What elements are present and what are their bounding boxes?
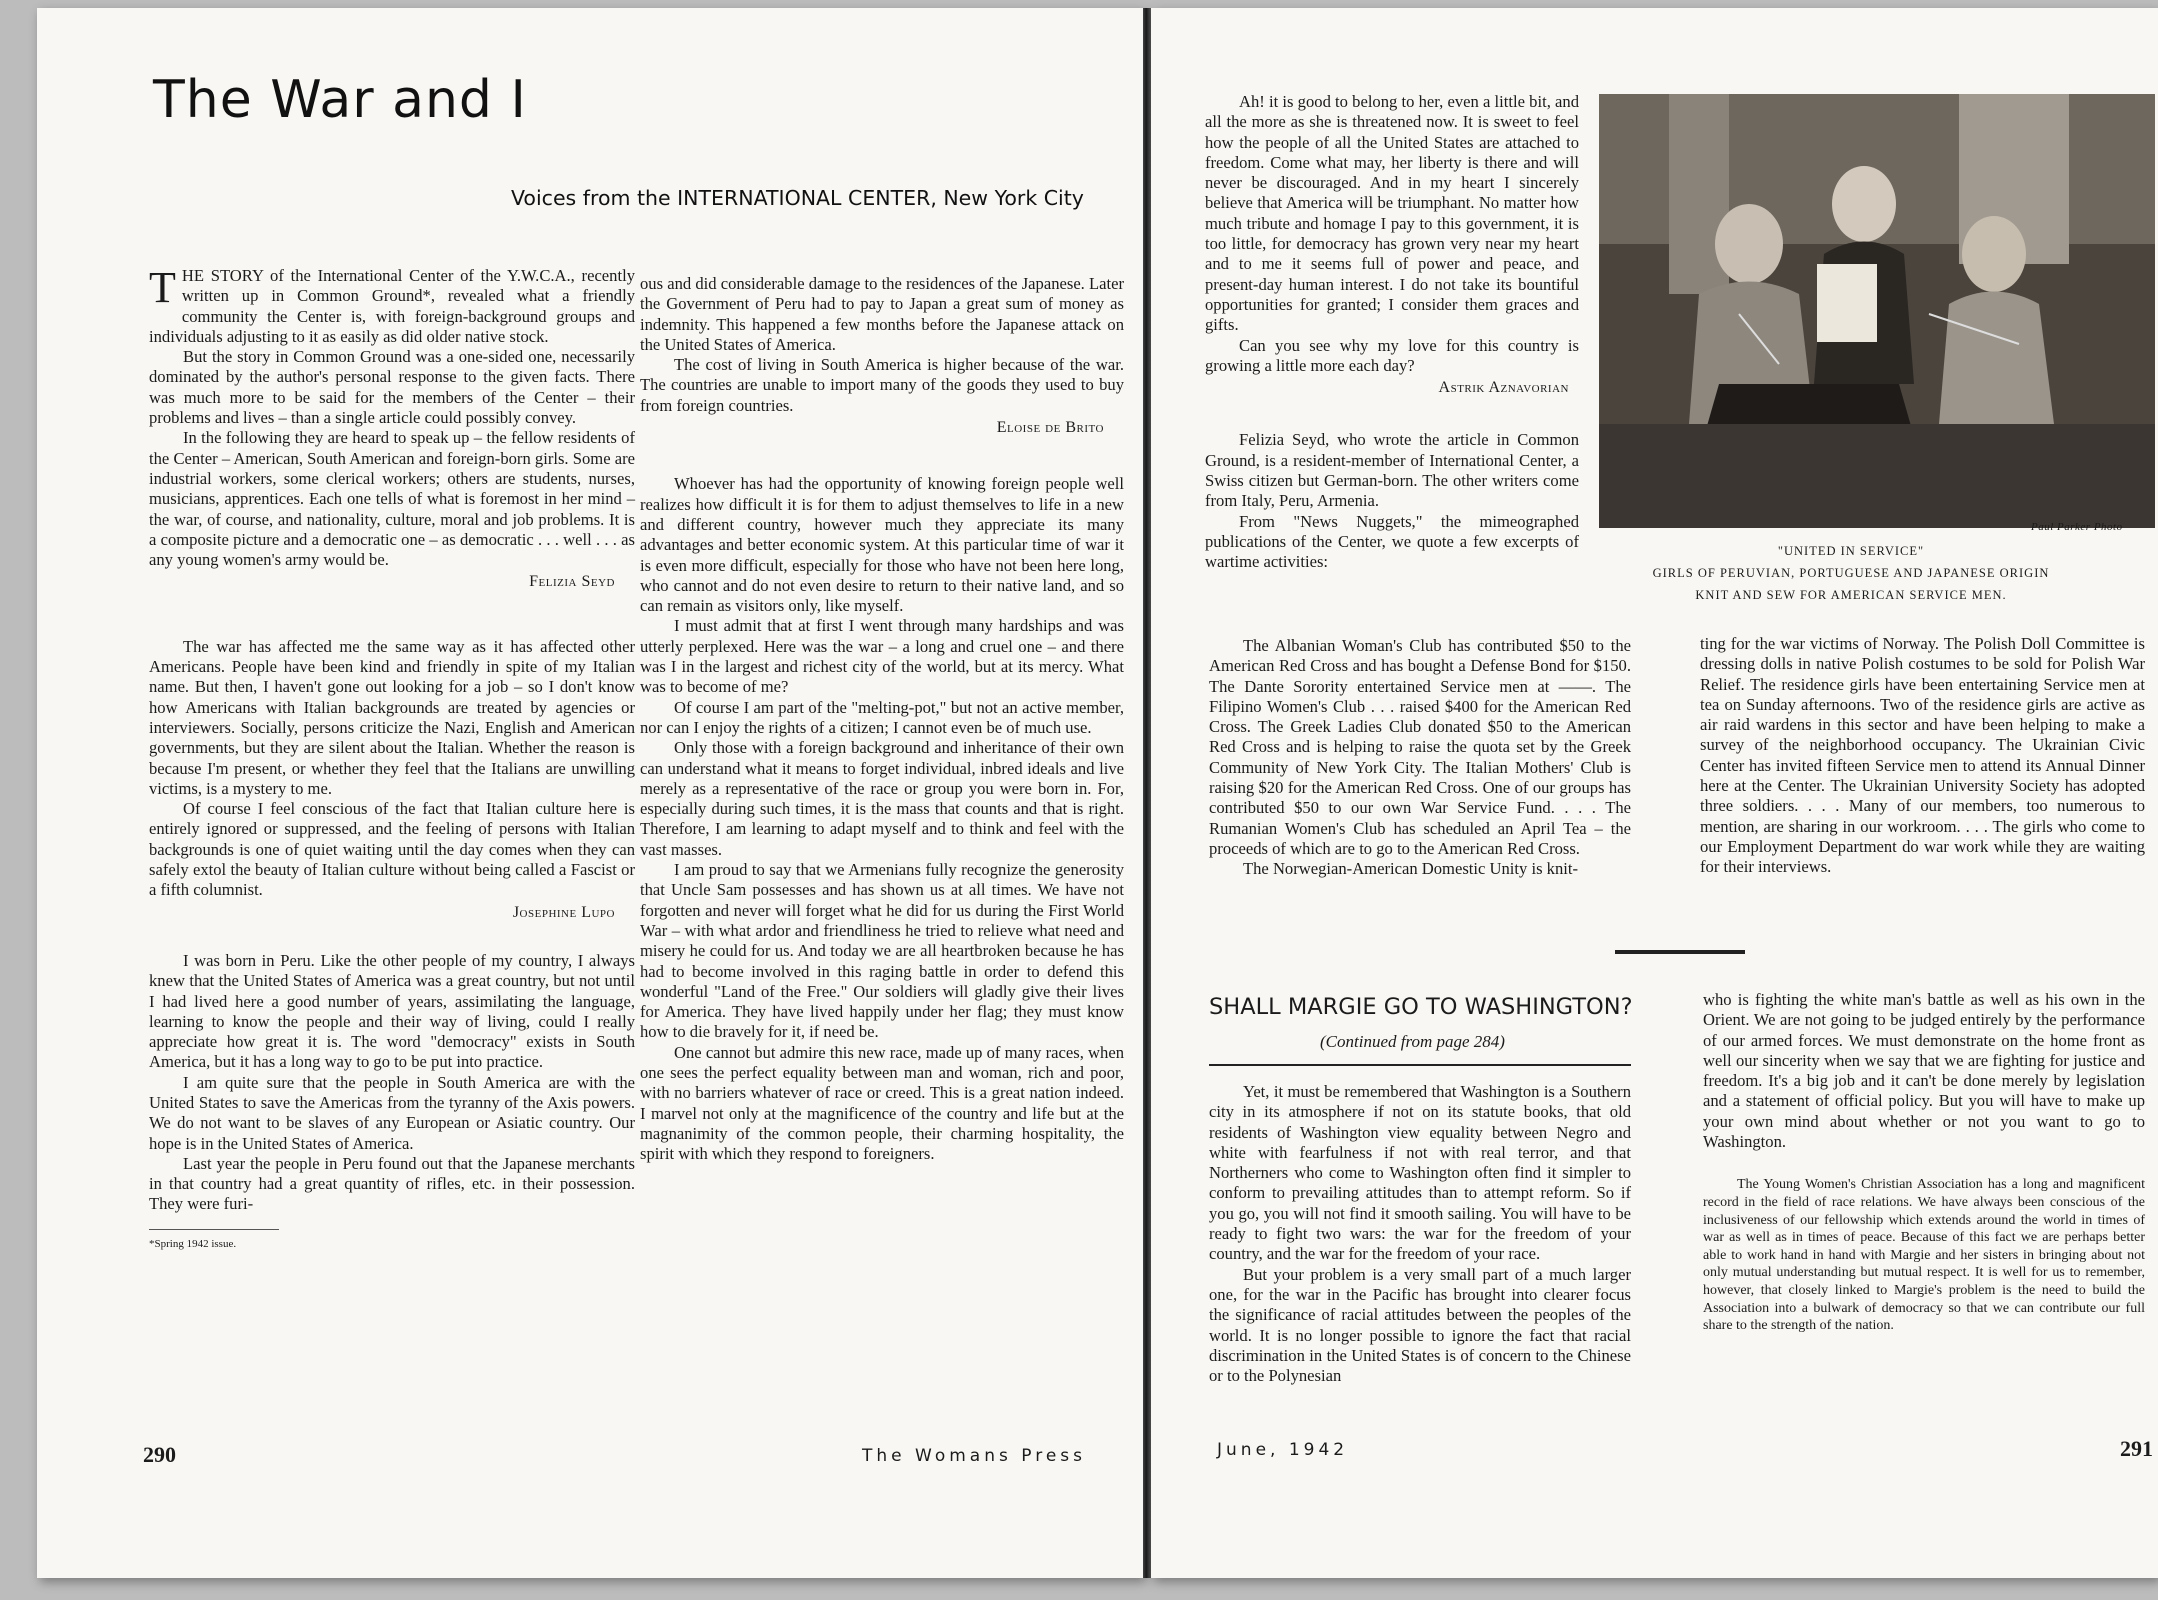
nuggets-left-column <box>1209 636 1631 880</box>
intro-paragraph-2: But the story in Common Ground was a one-sided one, necessarily dominated by the author's personal response to the given facts. There was much more to be said for the members of the Center – their problems and lives – than a single article could possibly convey. <box>149 347 635 428</box>
book-spine <box>1143 8 1151 1578</box>
right-page <box>1151 8 2158 1578</box>
peru-paragraph-4: ous and did considerable damage to the residences of the Japanese. Later the Government of Peru had to pay to Japan a great sum of money as indemnity. This happened a few months before the Japanese attack on the United States of America. <box>640 274 1124 354</box>
photo-credit: Paul Parker Photo <box>2031 521 2123 533</box>
nuggets-paragraph-3: ting for the war victims of Norway. The Polish Doll Committee is dressing dolls in native Polish costumes to be sold for Polish War Relief. The residence girls have been entertaining Service men at tea on Sunday afternoons. Two of the residence girls are active as air raid wardens in this sector and have been helping to make a survey of the neighborhood occupancy. The Ukrainian Civic Center has invited fifteen Service men to attend its Annual Dinner here at the Center. The Ukrainian University Society has adopted three soldiers. . . . Many of our members, too numerous to mention, are sharing in our workroom. . . . The girls who come to our Employment Department do war work while they are waiting for their interviews. <box>1700 634 2145 877</box>
page-number-left: 290 <box>143 1442 176 1467</box>
margie-title: SHALL MARGIE GO TO WASHINGTON? <box>1209 994 1633 1020</box>
footnote: *Spring 1942 issue. <box>149 1229 279 1254</box>
caption-line-1: GIRLS OF PERUVIAN, PORTUGUESE AND JAPANESE ORIGIN <box>1652 566 2050 580</box>
section-divider <box>1615 950 1745 954</box>
right-top-column <box>1205 92 1579 573</box>
armenian-paragraph-4: Only those with a foreign background and inheritance of their own can understand what it means to forget individual, inbred ideals and live merely as a representative of the race or group you were born in. For, especially during such times, it is the mass that counts and that is right. Therefore, I am learning to adapt myself and to think and feel with the vast masses. <box>640 738 1124 859</box>
peru-paragraph-1: I was born in Peru. Like the other people of my country, I always knew that the United States of America was a great country, but not until I had lived here a good number of years, assimilating the language, learning to know the people and their way of living, could I really appreciate how great it is. The word "democracy" exists in South America, but it has a long way to go to be put into practice. <box>149 950 635 1072</box>
article-title: The War and I <box>153 70 527 130</box>
armenian-paragraph-3: Of course I am part of the "melting-pot," but not an active member, nor can I enjoy the rights of a citizen; I cannot even be of much use. <box>640 697 1124 737</box>
nuggets-right-column <box>1700 634 2145 878</box>
signature-seyd: Felizia Seyd <box>529 573 615 591</box>
photo-illustration <box>1599 94 2155 528</box>
armenian-paragraph-7: Ah! it is good to belong to her, even a little bit, and all the more as she is threatened now. It is sweet to feel how the people of all the United States are attached to freedom. Come what may, her liberty is there and will never be discouraged. And in my heart I sincerely believe that America will be triumphant. No matter how much tribute and homage I pay to this government, it is too little, for democracy has grown very near my heart and to me it seems full of power and peace, and present-day human interest. I do not take its bountiful opportunities for granted; I consider them graces and gifts. <box>1205 92 1579 335</box>
armenian-paragraph-1: Whoever has had the opportunity of knowing foreign people well realizes how difficult it is for them to adjust themselves to life in a new and different country, however much they appreciate its many advantages and better economic system. At this particular time of war it is even more difficult, especially for those who have not been here long, who cannot and do not even desire to return to their native land, and so can remain as visitors only, like myself. <box>640 474 1124 616</box>
margie-paragraph-1: Yet, it must be remembered that Washington is a Southern city in its atmosphere if not on its statute books, that old residents of Washington view equality between Negro and white with fearfulness if not with real terror, and that Northerners who come to Washington often find it simpler to conform to prevailing attitudes than to attempt reform. So if you go, you will not find it smooth sailing. You will have to be ready to fight two wars: the war for the freedom of your country, and the war for the freedom of your race. <box>1209 1082 1631 1264</box>
lupo-paragraph-1: The war has affected me the same way as it has affected other Americans. People have been kind and friendly in spite of my Italian name. But then, I haven't gone out looking for a job – so I don't know how Americans with Italian backgrounds are treated by agencies or interviewers. Socially, persons criticize the Nazi, English and American governments, but they are silent about the Italian. Whether the reason is because I'm present, or whether they feel that the Italians are unwilling victims, is a mystery to me. <box>149 636 635 798</box>
ywca-note: The Young Women's Christian Association has a long and magnificent record in the field of race relations. We have always been conscious of the inclusiveness of our fellowship which extends around the world in times of war as well as in times of peace. Because of this fact we are perhaps better able to work hand in hand with Margie and her sisters in bringing about not only mutual understanding but mutual respect. It is well for us to remember, however, that closely linked to Margie's problem is the need to build the Association into a bulwark of democracy so that we can contribute our full share to the strength of the nation. <box>1703 1177 2145 1334</box>
armenian-paragraph-6: One cannot but admire this new race, made up of many races, when one sees the perfect equality between man and woman, rich and poor, with no barriers whatever of race or creed. This is a great nation indeed. I marvel not only at the magnificence of the country and life but at the magnanimity of the common people, their charming hospitality, the spirit with which they respond to foreigners. <box>640 1042 1124 1164</box>
margie-continued: (Continued from page 284) <box>1320 1032 1505 1051</box>
intro-paragraph-1: THE STORY of the International Center of the Y.W.C.A., recently written up in Common Ground*, revealed what a friendly community the Center is, with foreign-background groups and individuals adjusting to it as easily as did older native stock. <box>149 263 635 346</box>
margie-left-column <box>1209 1082 1631 1386</box>
photo-caption <box>1601 540 2101 606</box>
peru-paragraph-3: Last year the people in Peru found out that the Japanese merchants in that country had a great quantity of rifles, etc. in their possession. They were furi- <box>149 1153 635 1214</box>
photo-united-in-service <box>1599 94 2155 528</box>
peru-paragraph-5: The cost of living in South America is higher because of the war. The countries are unable to import many of the goods they used to buy from foreign countries. <box>640 355 1124 415</box>
caption-line-2: KNIT AND SEW FOR AMERICAN SERVICE MEN. <box>1695 588 2007 602</box>
armenian-paragraph-8: Can you see why my love for this country is growing a little more each day? <box>1205 335 1579 375</box>
signature-lupo: Josephine Lupo <box>512 903 615 921</box>
margie-paragraph-3: who is fighting the white man's battle as well as his own in the Orient. We are not going to be judged entirely by the performance of our armed forces. We must demonstrate on the home front as well our sincerity when we say that we are fighting for justice and freedom. It's a big job and it can't be done merely by legislation and a statement of official policy. But you will have to make up your own mind about whether or not you want to go to Washington. <box>1703 990 2145 1152</box>
left-page <box>37 8 1143 1578</box>
left-column-2 <box>640 274 1124 1164</box>
seyd-note-paragraph-2: From "News Nuggets," the mimeographed publications of the Center, we quote a few excerpts of wartime activities: <box>1205 511 1579 572</box>
issue-date-footer: June, 1942 <box>1217 1440 1349 1460</box>
peru-paragraph-2: I am quite sure that the people in South America are with the United States to save the Americas from the tyranny of the Axis powers. We do not want to be slaves of any European or Asiatic country. Our hope is in the United States of America. <box>149 1072 635 1153</box>
caption-title: "UNITED IN SERVICE" <box>1777 544 1925 558</box>
seyd-note-paragraph-1: Felizia Seyd, who wrote the article in Common Ground, is a resident-member of International Center, a Swiss citizen but German-born. The other writers come from Italy, Peru, Armenia. <box>1205 430 1579 511</box>
drop-cap: T <box>149 263 176 312</box>
armenian-paragraph-5: I am proud to say that we Armenians fully recognize the generosity that Uncle Sam possesses and has shown us at all times. We have not forgotten and never will forget what he did for us during the First World War – with what ardor and friendliness he tried to relieve what need and misery he could for us. And today we are all heartbroken because he has had to become involved in this raging battle in order to defend this wonderful "Land of the Free." Our soldiers will gladly give their lives for America. They have lived happily under her flag; they must know how to die bravely for it, if need be. <box>640 860 1124 1042</box>
publisher-footer: The Womans Press <box>862 1446 1086 1466</box>
article-subtitle: Voices from the INTERNATIONAL CENTER, New York City <box>511 186 1084 210</box>
signature-aznavorian: Astrik Aznavorian <box>1438 379 1569 397</box>
left-column-1 <box>149 263 635 1254</box>
signature-brito: Eloise de Brito <box>996 419 1104 437</box>
margie-paragraph-2: But your problem is a very small part of a much larger one, for the war in the Pacific has brought into clearer focus the significance of racial attitudes between the peoples of the world. It is no longer possible to ignore the fact that racial discrimination in the United States is of concern to the Chinese or to the Polynesian <box>1209 1264 1631 1386</box>
margie-rule <box>1209 1064 1631 1066</box>
page-number-right: 291 <box>2120 1436 2153 1461</box>
nuggets-paragraph-2: The Norwegian-American Domestic Unity is knit- <box>1243 859 1579 879</box>
intro-paragraph-3: In the following they are heard to speak up – the fellow residents of the Center – American, South American and foreign-born girls. Some are industrial workers, some clerical workers; others are students, nurses, musicians, apprentices. Each one tells of what is foremost in her mind – the war, of course, and nationality, culture, moral and job problems. It is a composite picture and a democratic one – as democratic . . . well . . . as any young women's army would be. <box>149 428 635 570</box>
nuggets-paragraph-1: The Albanian Woman's Club has contributed $50 to the American Red Cross and has bought a Defense Bond for $150. The Dante Sorority entertained Service men at ——. The Filipino Women's Club . . . raised $400 for the American Red Cross. The Greek Ladies Club donated $50 to the American Red Cross and is helping to raise the quota set by the Greek Community of New York City. The Italian Mothers' Club is raising $20 for the American Red Cross. One of our groups has contributed $50 to our own War Service Fund. . . . The Rumanian Women's Club has scheduled an April Tea – the proceeds of which are to go to the American Red Cross. <box>1209 636 1631 858</box>
margie-right-column <box>1703 990 2145 1335</box>
armenian-paragraph-2: I must admit that at first I went through many hardships and was utterly perplexed. Here was the war – a long and cruel one – and there was I in the largest and richest city of the world, but at its mercy. What was to become of me? <box>640 616 1124 697</box>
lupo-paragraph-2: Of course I feel conscious of the fact that Italian culture here is entirely ignored or suppressed, and the feeling of persons with Italian backgrounds is one of quiet waiting until the day comes when they can safely extol the beauty of Italian culture without being called a Fascist or a fifth columnist. <box>149 799 635 900</box>
